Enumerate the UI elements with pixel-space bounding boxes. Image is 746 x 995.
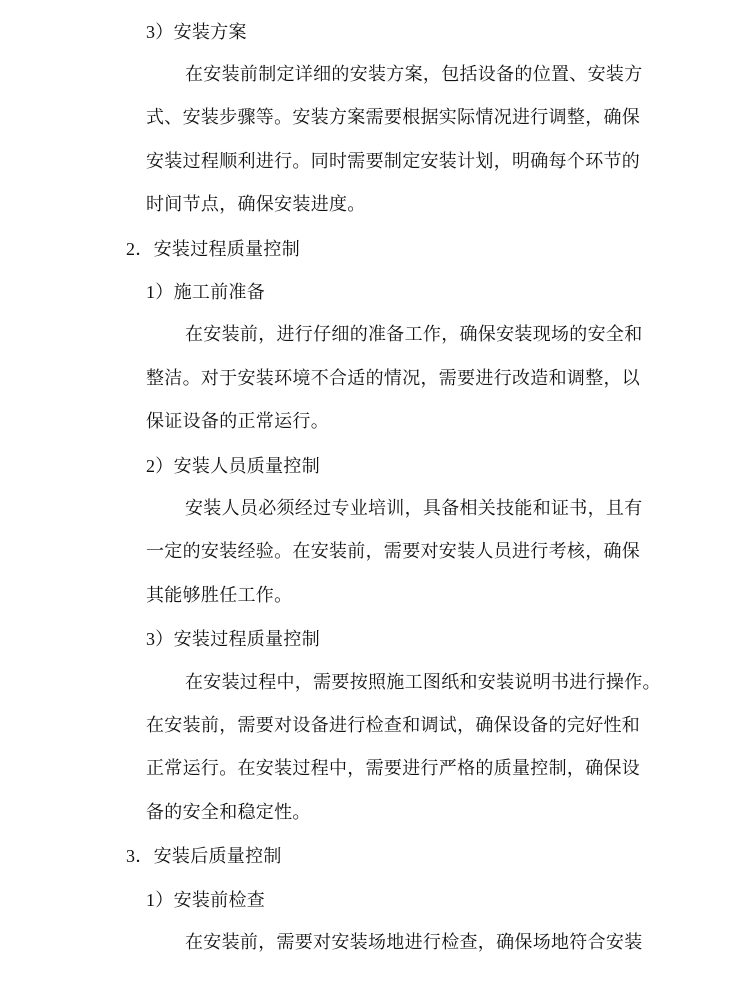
heading-number: 2． bbox=[126, 239, 154, 259]
paragraph-line: 其能够胜任工作。 bbox=[146, 585, 293, 606]
subheading-number: 3） bbox=[146, 629, 174, 649]
paragraph-line: 备的安全和稳定性。 bbox=[146, 802, 311, 823]
paragraph-line: 安装人员必须经过专业培训，具备相关技能和证书，且有 bbox=[185, 498, 643, 519]
paragraph-line: 在安装过程中，需要按照施工图纸和安装说明书进行操作。 bbox=[185, 672, 661, 693]
subheading-number: 1） bbox=[146, 282, 174, 302]
paragraph-line: 式、安装步骤等。安装方案需要根据实际情况进行调整，确保 bbox=[146, 107, 641, 128]
paragraph-line: 正常运行。在安装过程中，需要进行严格的质量控制，确保设 bbox=[146, 758, 641, 779]
section-heading-installation-process bbox=[126, 238, 300, 261]
paragraph-line: 在安装前制定详细的安装方案，包括设备的位置、安装方 bbox=[185, 64, 643, 85]
subheading-text: 安装人员质量控制 bbox=[173, 456, 321, 477]
subheading-text: 安装过程质量控制 bbox=[173, 629, 321, 650]
heading-text: 安装过程质量控制 bbox=[153, 239, 301, 260]
paragraph-line: 在安装前，进行仔细的准备工作，确保安装现场的安全和 bbox=[185, 324, 643, 345]
subheading-text: 施工前准备 bbox=[173, 282, 266, 303]
subheading-text: 安装方案 bbox=[173, 22, 247, 43]
subheading-preparation bbox=[146, 281, 265, 304]
paragraph-line: 在安装前，需要对安装场地进行检查，确保场地符合安装 bbox=[185, 932, 643, 953]
subheading-number: 1） bbox=[146, 890, 174, 910]
subheading-number: 2） bbox=[146, 456, 174, 476]
subheading-install-plan bbox=[146, 21, 247, 44]
subheading-pre-installation-check bbox=[146, 889, 265, 912]
paragraph-line: 保证设备的正常运行。 bbox=[146, 411, 329, 432]
subheading-number: 3） bbox=[146, 22, 174, 42]
paragraph-line: 一定的安装经验。在安装前，需要对安装人员进行考核，确保 bbox=[146, 541, 641, 562]
heading-text: 安装后质量控制 bbox=[153, 846, 282, 867]
subheading-text: 安装前检查 bbox=[173, 890, 266, 911]
paragraph-line: 整洁。对于安装环境不合适的情况，需要进行改造和调整，以 bbox=[146, 368, 641, 389]
heading-number: 3． bbox=[126, 846, 154, 866]
paragraph-line: 在安装前，需要对设备进行检查和调试，确保设备的完好性和 bbox=[146, 715, 641, 736]
subheading-personnel-quality bbox=[146, 455, 320, 478]
subheading-process-quality bbox=[146, 628, 320, 651]
section-heading-post-installation bbox=[126, 845, 282, 868]
paragraph-line: 时间节点，确保安装进度。 bbox=[146, 194, 366, 215]
paragraph-line: 安装过程顺利进行。同时需要制定安装计划，明确每个环节的 bbox=[146, 151, 641, 172]
